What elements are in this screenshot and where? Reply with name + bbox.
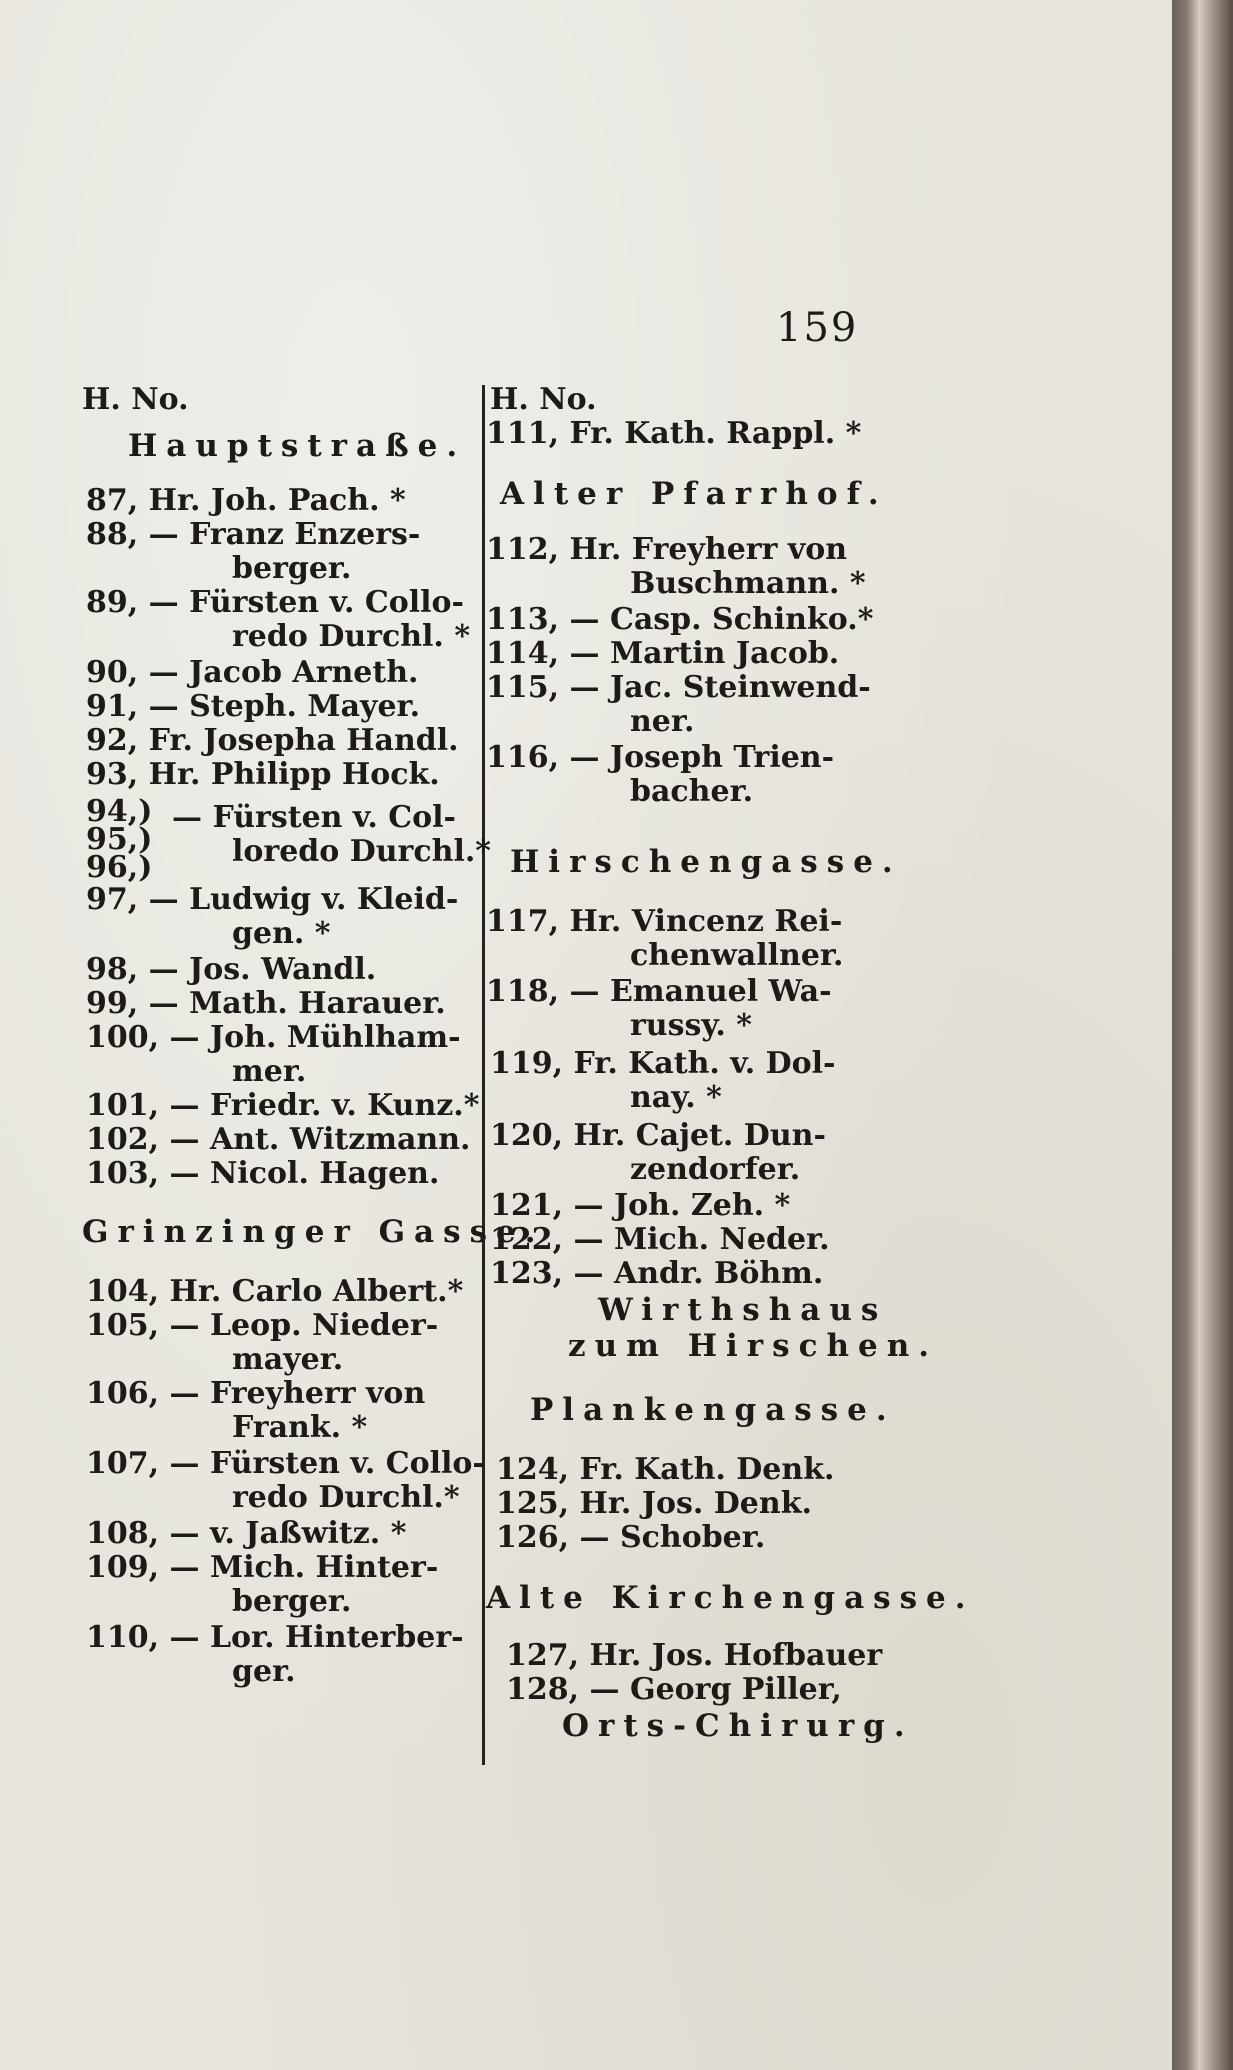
entry-line: — Fürsten v. Col- <box>172 800 456 835</box>
street-heading: Alter Pfarrhof. <box>500 476 888 512</box>
book-spine <box>1172 0 1233 2070</box>
entry-line: 90, — Jacob Arneth. <box>86 655 419 690</box>
entry-continuation: Orts-Chirurg. <box>562 1708 914 1744</box>
entry-line: 108, — v. Jaßwitz. * <box>86 1516 407 1551</box>
entry-line: 92, Fr. Josepha Handl. <box>86 723 459 758</box>
entry-line: 89, — Fürsten v. Collo- <box>86 585 465 620</box>
street-heading: Grinzinger Gasse. <box>82 1214 545 1250</box>
entry-line: 114, — Martin Jacob. <box>486 636 840 671</box>
entry-line: 88, — Franz Enzers- <box>86 517 421 552</box>
entry-continuation: nay. * <box>630 1080 722 1115</box>
entry-continuation: Frank. * <box>232 1410 368 1445</box>
entry-continuation: ger. <box>232 1654 296 1689</box>
entry-line: 100, — Joh. Mühlham- <box>86 1020 461 1055</box>
entry-continuation: zendorfer. <box>630 1152 801 1187</box>
entry-line: 113, — Casp. Schinko.* <box>486 602 874 637</box>
entry-continuation: gen. * <box>232 916 331 951</box>
entry-line: 107, — Fürsten v. Collo- <box>86 1446 485 1481</box>
entry-line: 104, Hr. Carlo Albert.* <box>86 1274 464 1309</box>
entry-continuation: chenwallner. <box>630 938 844 973</box>
column-divider <box>482 385 485 1765</box>
entry-line: 102, — Ant. Witzmann. <box>86 1122 471 1157</box>
entry-line: 103, — Nicol. Hagen. <box>86 1156 440 1191</box>
entry-continuation: bacher. <box>630 774 754 809</box>
entry-line: 127, Hr. Jos. Hofbauer <box>506 1638 883 1673</box>
entry-line: 115, — Jac. Steinwend- <box>486 670 871 705</box>
entry-line: 112, Hr. Freyherr von <box>486 532 848 567</box>
inn-name: zum Hirschen. <box>568 1328 939 1364</box>
entry-line: 123, — Andr. Böhm. <box>490 1256 824 1291</box>
entry-continuation: mayer. <box>232 1342 344 1377</box>
entry-number: 95,) <box>86 822 153 857</box>
entry-line: 116, — Joseph Trien- <box>486 740 835 775</box>
entry-continuation: redo Durchl. * <box>232 619 471 654</box>
column-header: H. No. <box>82 382 189 417</box>
entry-line: 87, Hr. Joh. Pach. * <box>86 483 406 518</box>
column-header: H. No. <box>490 382 597 417</box>
entry-line: 122, — Mich. Neder. <box>490 1222 830 1257</box>
entry-line: 128, — Georg Piller, <box>506 1672 842 1707</box>
inn-name: Wirthshaus <box>598 1292 888 1328</box>
entry-line: 97, — Ludwig v. Kleid- <box>86 882 459 917</box>
entry-line: 120, Hr. Cajet. Dun- <box>490 1118 826 1153</box>
entry-continuation: berger. <box>232 551 352 586</box>
page-number: 159 <box>776 305 859 351</box>
entry-line: 118, — Emanuel Wa- <box>486 974 832 1009</box>
entry-line: 106, — Freyherr von <box>86 1376 426 1411</box>
entry-number: 96,) <box>86 850 153 885</box>
street-heading: Plankengasse. <box>530 1392 896 1428</box>
entry-line: 109, — Mich. Hinter- <box>86 1550 439 1585</box>
street-heading: Alte Kirchengasse. <box>486 1580 975 1616</box>
entry-continuation: Buschmann. * <box>630 566 866 601</box>
entry-line: 124, Fr. Kath. Denk. <box>496 1452 835 1487</box>
entry-line: 91, — Steph. Mayer. <box>86 689 421 724</box>
entry-line: 126, — Schober. <box>496 1520 766 1555</box>
entry-line: 93, Hr. Philipp Hock. <box>86 757 440 792</box>
entry-continuation: russy. * <box>630 1008 752 1043</box>
entry-continuation: ner. <box>630 704 695 739</box>
entry-continuation: loredo Durchl.* <box>232 834 491 869</box>
entry-line: 119, Fr. Kath. v. Dol- <box>490 1046 836 1081</box>
entry-line: 125, Hr. Jos. Denk. <box>496 1486 812 1521</box>
street-heading: Hirschengasse. <box>510 844 902 880</box>
entry-line: 98, — Jos. Wandl. <box>86 952 377 987</box>
street-heading: Hauptstraße. <box>128 428 467 464</box>
entry-line: 121, — Joh. Zeh. * <box>490 1188 791 1223</box>
entry-line: 105, — Leop. Nieder- <box>86 1308 439 1343</box>
entry-continuation: redo Durchl.* <box>232 1480 460 1515</box>
entry-line: 117, Hr. Vincenz Rei- <box>486 904 843 939</box>
entry-line: 110, — Lor. Hinterber- <box>86 1620 464 1655</box>
entry-number: 94,) <box>86 794 153 829</box>
entry-continuation: berger. <box>232 1584 352 1619</box>
entry-line: 99, — Math. Harauer. <box>86 986 446 1021</box>
entry-line: 111, Fr. Kath. Rappl. * <box>486 416 862 451</box>
entry-continuation: mer. <box>232 1054 307 1089</box>
entry-line: 101, — Friedr. v. Kunz.* <box>86 1088 480 1123</box>
